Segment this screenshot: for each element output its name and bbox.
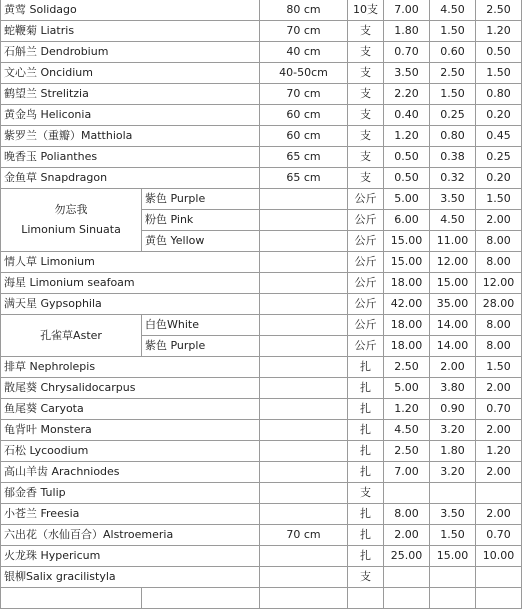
product-name: 情人草 Limonium xyxy=(1,252,260,273)
sale-unit: 公斤 xyxy=(348,336,384,357)
stem-length xyxy=(260,231,348,252)
price-grade-3: 0.20 xyxy=(476,105,522,126)
table-row xyxy=(1,63,522,84)
table-row xyxy=(1,315,522,336)
stem-length xyxy=(260,420,348,441)
product-name: 蛇鞭菊 Liatris xyxy=(1,21,260,42)
table-row xyxy=(1,147,522,168)
price-grade-3: 1.20 xyxy=(476,441,522,462)
product-name: 龟背叶 Monstera xyxy=(1,420,260,441)
table-row xyxy=(1,0,522,21)
stem-length xyxy=(260,315,348,336)
table-row xyxy=(1,399,522,420)
table-row xyxy=(1,168,522,189)
sale-unit: 公斤 xyxy=(348,189,384,210)
price-grade-2: 15.00 xyxy=(430,546,476,567)
aster-group-name: 孔雀草Aster xyxy=(1,315,142,357)
price-grade-2: 11.00 xyxy=(430,231,476,252)
price-grade-1: 1.80 xyxy=(384,21,430,42)
stem-length xyxy=(260,567,348,588)
price-grade-3: 0.70 xyxy=(476,525,522,546)
price-grade-3: 2.00 xyxy=(476,504,522,525)
price-grade-2: 1.50 xyxy=(430,21,476,42)
price-grade-1 xyxy=(384,567,430,588)
price-grade-1: 1.20 xyxy=(384,399,430,420)
stem-length xyxy=(260,483,348,504)
price-grade-2: 1.50 xyxy=(430,84,476,105)
price-grade-3: 0.20 xyxy=(476,168,522,189)
product-name: 六出花（水仙百合）Alstroemeria xyxy=(1,525,260,546)
sale-unit: 扎 xyxy=(348,546,384,567)
empty-cell xyxy=(476,588,522,609)
price-grade-2 xyxy=(430,567,476,588)
sale-unit: 支 xyxy=(348,483,384,504)
price-grade-1: 25.00 xyxy=(384,546,430,567)
price-grade-3 xyxy=(476,567,522,588)
stem-length xyxy=(260,378,348,399)
sale-unit: 扎 xyxy=(348,399,384,420)
price-grade-2: 3.50 xyxy=(430,504,476,525)
stem-length xyxy=(260,189,348,210)
price-grade-1: 18.00 xyxy=(384,336,430,357)
sale-unit: 支 xyxy=(348,168,384,189)
table-row xyxy=(1,525,522,546)
price-grade-3: 2.00 xyxy=(476,378,522,399)
price-grade-3: 1.20 xyxy=(476,21,522,42)
price-grade-1: 0.40 xyxy=(384,105,430,126)
stem-length xyxy=(260,546,348,567)
price-grade-2: 14.00 xyxy=(430,315,476,336)
price-grade-1: 0.50 xyxy=(384,147,430,168)
price-grade-2: 0.25 xyxy=(430,105,476,126)
empty-cell xyxy=(142,588,260,609)
price-grade-2: 12.00 xyxy=(430,252,476,273)
product-name: 晚香玉 Polianthes xyxy=(1,147,260,168)
stem-length: 40-50cm xyxy=(260,63,348,84)
price-grade-1: 0.70 xyxy=(384,42,430,63)
price-grade-3: 0.50 xyxy=(476,42,522,63)
price-grade-3: 1.50 xyxy=(476,63,522,84)
table-row xyxy=(1,21,522,42)
sale-unit: 支 xyxy=(348,21,384,42)
sale-unit: 扎 xyxy=(348,378,384,399)
price-grade-1: 1.20 xyxy=(384,126,430,147)
price-grade-1: 18.00 xyxy=(384,273,430,294)
price-grade-2: 3.20 xyxy=(430,420,476,441)
stem-length: 70 cm xyxy=(260,21,348,42)
price-grade-2: 1.80 xyxy=(430,441,476,462)
price-grade-2: 2.00 xyxy=(430,357,476,378)
table-row xyxy=(1,105,522,126)
price-grade-2: 4.50 xyxy=(430,210,476,231)
price-grade-3: 12.00 xyxy=(476,273,522,294)
table-row xyxy=(1,462,522,483)
price-grade-3: 8.00 xyxy=(476,315,522,336)
stem-length: 70 cm xyxy=(260,84,348,105)
stem-length: 65 cm xyxy=(260,168,348,189)
price-grade-3: 1.50 xyxy=(476,189,522,210)
sale-unit: 10支 xyxy=(348,0,384,21)
price-grade-3: 28.00 xyxy=(476,294,522,315)
price-grade-3: 0.25 xyxy=(476,147,522,168)
price-grade-2: 14.00 xyxy=(430,336,476,357)
sale-unit: 支 xyxy=(348,147,384,168)
stem-length xyxy=(260,273,348,294)
stem-length: 40 cm xyxy=(260,42,348,63)
price-grade-2: 4.50 xyxy=(430,0,476,21)
empty-cell xyxy=(1,588,142,609)
sale-unit: 支 xyxy=(348,126,384,147)
price-grade-1: 2.50 xyxy=(384,441,430,462)
price-grade-1: 15.00 xyxy=(384,231,430,252)
price-grade-3: 0.80 xyxy=(476,84,522,105)
price-grade-3: 2.00 xyxy=(476,462,522,483)
price-grade-1: 3.50 xyxy=(384,63,430,84)
stem-length xyxy=(260,357,348,378)
sale-unit: 公斤 xyxy=(348,273,384,294)
sale-unit: 扎 xyxy=(348,357,384,378)
sale-unit: 公斤 xyxy=(348,294,384,315)
price-grade-2: 0.38 xyxy=(430,147,476,168)
price-grade-2: 0.60 xyxy=(430,42,476,63)
price-grade-2 xyxy=(430,483,476,504)
sale-unit: 公斤 xyxy=(348,210,384,231)
limonium-name-cn: 勿忘我 xyxy=(54,203,88,216)
price-grade-3: 0.45 xyxy=(476,126,522,147)
table-row xyxy=(1,189,522,210)
price-grade-2: 1.50 xyxy=(430,525,476,546)
product-name: 黄金鸟 Heliconia xyxy=(1,105,260,126)
table-row-empty xyxy=(1,588,522,609)
price-grade-3: 8.00 xyxy=(476,231,522,252)
stem-length xyxy=(260,252,348,273)
product-name: 高山羊齿 Arachniodes xyxy=(1,462,260,483)
price-grade-2: 35.00 xyxy=(430,294,476,315)
price-grade-3: 2.00 xyxy=(476,210,522,231)
price-grade-1: 2.00 xyxy=(384,525,430,546)
product-name: 石斛兰 Dendrobium xyxy=(1,42,260,63)
table-row xyxy=(1,84,522,105)
product-name: 排草 Nephrolepis xyxy=(1,357,260,378)
table-row xyxy=(1,441,522,462)
table-row xyxy=(1,42,522,63)
color-variant: 白色White xyxy=(142,315,260,336)
sale-unit: 支 xyxy=(348,42,384,63)
price-table-body xyxy=(1,0,522,609)
stem-length: 80 cm xyxy=(260,0,348,21)
price-grade-2: 0.90 xyxy=(430,399,476,420)
product-name: 满天星 Gypsophila xyxy=(1,294,260,315)
stem-length: 60 cm xyxy=(260,126,348,147)
price-grade-2: 3.20 xyxy=(430,462,476,483)
price-grade-1: 7.00 xyxy=(384,462,430,483)
sale-unit: 公斤 xyxy=(348,231,384,252)
price-grade-2: 0.80 xyxy=(430,126,476,147)
price-grade-2: 3.80 xyxy=(430,378,476,399)
stem-length: 60 cm xyxy=(260,105,348,126)
stem-length xyxy=(260,441,348,462)
sale-unit: 支 xyxy=(348,84,384,105)
product-name: 散尾葵 Chrysalidocarpus xyxy=(1,378,260,399)
stem-length xyxy=(260,336,348,357)
product-name: 文心兰 Oncidium xyxy=(1,63,260,84)
stem-length xyxy=(260,504,348,525)
stem-length xyxy=(260,210,348,231)
limonium-group-name xyxy=(1,189,142,252)
table-row xyxy=(1,294,522,315)
product-name: 鱼尾葵 Caryota xyxy=(1,399,260,420)
product-name: 海星 Limonium seafoam xyxy=(1,273,260,294)
sale-unit: 支 xyxy=(348,567,384,588)
price-grade-1: 4.50 xyxy=(384,420,430,441)
product-name: 银柳Salix gracilistyla xyxy=(1,567,260,588)
product-name: 鹤望兰 Strelitzia xyxy=(1,84,260,105)
table-row xyxy=(1,357,522,378)
price-grade-2: 3.50 xyxy=(430,189,476,210)
table-row xyxy=(1,546,522,567)
price-grade-2: 15.00 xyxy=(430,273,476,294)
sale-unit: 公斤 xyxy=(348,252,384,273)
empty-cell xyxy=(384,588,430,609)
product-name: 火龙珠 Hypericum xyxy=(1,546,260,567)
stem-length: 70 cm xyxy=(260,525,348,546)
color-variant: 黄色 Yellow xyxy=(142,231,260,252)
price-grade-3: 8.00 xyxy=(476,336,522,357)
price-grade-1: 18.00 xyxy=(384,315,430,336)
table-row xyxy=(1,126,522,147)
sale-unit: 扎 xyxy=(348,441,384,462)
table-row xyxy=(1,483,522,504)
product-name: 石松 Lycoodium xyxy=(1,441,260,462)
product-name: 黄莺 Solidago xyxy=(1,0,260,21)
price-grade-1 xyxy=(384,483,430,504)
table-row xyxy=(1,567,522,588)
product-name: 金鱼草 Snapdragon xyxy=(1,168,260,189)
price-grade-1: 0.50 xyxy=(384,168,430,189)
price-grade-1: 2.50 xyxy=(384,357,430,378)
price-grade-1: 5.00 xyxy=(384,378,430,399)
price-grade-3: 10.00 xyxy=(476,546,522,567)
price-grade-3: 2.50 xyxy=(476,0,522,21)
table-row xyxy=(1,378,522,399)
color-variant: 粉色 Pink xyxy=(142,210,260,231)
table-row xyxy=(1,504,522,525)
empty-cell xyxy=(430,588,476,609)
price-grade-3: 8.00 xyxy=(476,252,522,273)
stem-length: 65 cm xyxy=(260,147,348,168)
sale-unit: 支 xyxy=(348,63,384,84)
stem-length xyxy=(260,294,348,315)
price-grade-2: 0.32 xyxy=(430,168,476,189)
price-grade-3: 0.70 xyxy=(476,399,522,420)
sale-unit: 公斤 xyxy=(348,315,384,336)
sale-unit: 扎 xyxy=(348,525,384,546)
product-name: 郁金香 Tulip xyxy=(1,483,260,504)
limonium-name-en: Limonium Sinuata xyxy=(21,223,121,236)
price-grade-3: 1.50 xyxy=(476,357,522,378)
color-variant: 紫色 Purple xyxy=(142,336,260,357)
sale-unit: 扎 xyxy=(348,504,384,525)
empty-cell xyxy=(348,588,384,609)
table-row xyxy=(1,252,522,273)
stem-length xyxy=(260,399,348,420)
product-name: 紫罗兰（重瓣）Matthiola xyxy=(1,126,260,147)
table-row xyxy=(1,273,522,294)
price-grade-3 xyxy=(476,483,522,504)
table-row xyxy=(1,420,522,441)
price-grade-3: 2.00 xyxy=(476,420,522,441)
price-grade-1: 8.00 xyxy=(384,504,430,525)
stem-length xyxy=(260,462,348,483)
price-grade-1: 6.00 xyxy=(384,210,430,231)
price-grade-1: 15.00 xyxy=(384,252,430,273)
price-grade-1: 42.00 xyxy=(384,294,430,315)
price-grade-1: 5.00 xyxy=(384,189,430,210)
price-grade-1: 7.00 xyxy=(384,0,430,21)
sale-unit: 支 xyxy=(348,105,384,126)
sale-unit: 扎 xyxy=(348,420,384,441)
color-variant: 紫色 Purple xyxy=(142,189,260,210)
sale-unit: 扎 xyxy=(348,462,384,483)
product-name: 小苍兰 Freesia xyxy=(1,504,260,525)
price-grade-2: 2.50 xyxy=(430,63,476,84)
empty-cell xyxy=(260,588,348,609)
price-grade-1: 2.20 xyxy=(384,84,430,105)
